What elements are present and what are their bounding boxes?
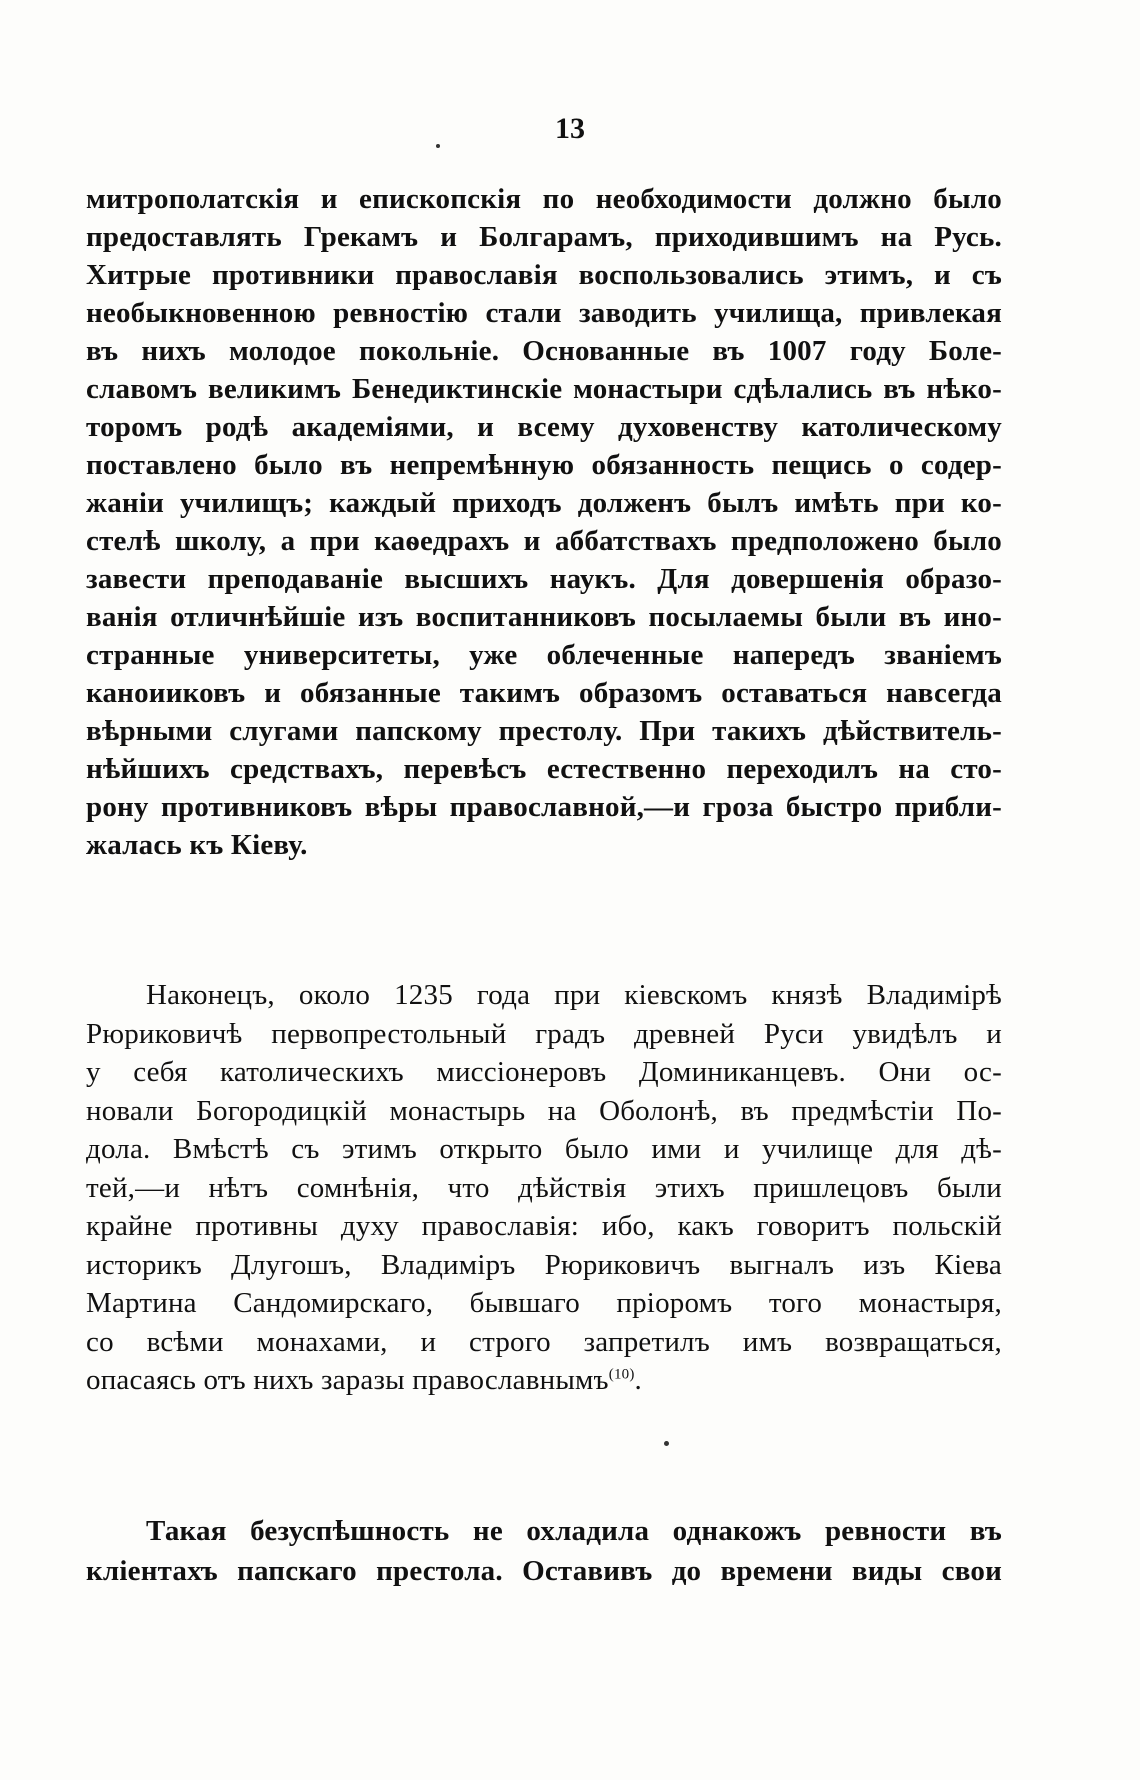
text-line: завести преподаваніе высшихъ наукъ. Для довершенія образо- bbox=[86, 563, 1002, 595]
text-line: историкъ Длугошъ, Владиміръ Рюриковичъ выгналъ изъ Кіева bbox=[86, 1248, 1002, 1281]
print-speck bbox=[664, 1441, 669, 1446]
text-line: Рюриковичѣ первопрестольный градъ древней Руси увидѣлъ и bbox=[86, 1017, 1002, 1050]
text-line: жаніи училищъ; каждый приходъ долженъ былъ имѣть при ко- bbox=[86, 487, 1002, 519]
page-number: 13 bbox=[555, 112, 585, 145]
text-line-first: Наконецъ, около 1235 года при кіевскомъ князѣ Владимірѣ bbox=[146, 979, 1002, 1011]
text-line: каноииковъ и обязанные такимъ образомъ оставаться навсегда bbox=[86, 677, 1002, 709]
text-line: стелѣ школу, а при каѳедрахъ и аббатствахъ предположено было bbox=[86, 525, 1002, 557]
text-line: славомъ великимъ Бенедиктинскіе монастыри сдѣлались въ нѣко- bbox=[86, 373, 1002, 405]
text-line: Хитрые противники православія воспользовались этимъ, и съ bbox=[86, 259, 1002, 291]
text-line: со всѣми монахами, и строго запретилъ имъ возвращаться, bbox=[86, 1325, 1002, 1358]
text-line: рону противниковъ вѣры православной,—и гроза быстро прибли- bbox=[86, 791, 1002, 823]
text-line: кліентахъ папскаго престола. Оставивъ до времени виды свои bbox=[86, 1555, 1002, 1587]
text-line: тей,—и нѣтъ сомнѣнія, что дѣйствія этихъ пришлецовъ были bbox=[86, 1171, 1002, 1204]
text-line: ванія отличнѣйшіе изъ воспитанниковъ посылаемы были въ ино- bbox=[86, 601, 1002, 633]
text-line: необыкновенною ревностію стали заводить училища, привлекая bbox=[86, 297, 1002, 329]
text-line: новали Богородицкій монастырь на Оболонѣ, въ предмѣстіи По- bbox=[86, 1094, 1002, 1127]
text-line-last: жалась къ Кіеву. bbox=[86, 829, 308, 861]
paragraph-2 bbox=[86, 976, 1002, 1400]
text-line: у себя католическихъ миссіонеровъ Доминиканцевъ. Они ос- bbox=[86, 1056, 1002, 1088]
text-line: предоставлять Грекамъ и Болгарамъ, приходившимъ на Русь. bbox=[86, 221, 1002, 253]
text-line: крайне противны духу православія: ибо, какъ говоритъ польскій bbox=[86, 1210, 1002, 1242]
text-line-last bbox=[86, 1361, 1002, 1400]
paragraph-1 bbox=[86, 180, 1002, 864]
text-line: Мартина Сандомирскаго, бывшаго пріоромъ того монастыря, bbox=[86, 1287, 1002, 1319]
text-line: въ нихъ молодое покольніе. Основанные въ 1007 году Боле- bbox=[86, 335, 1002, 367]
paragraph-3 bbox=[86, 1511, 1002, 1591]
text-line: вѣрными слугами папскому престолу. При такихъ дѣйствитель- bbox=[86, 715, 1002, 747]
text-line: митрополатскія и епископскія по необходимости должно было bbox=[86, 183, 1002, 215]
last-line-end: . bbox=[634, 1364, 642, 1396]
print-speck bbox=[436, 144, 440, 148]
text-line: торомъ родѣ академіями, и всему духовенству католическому bbox=[86, 411, 1002, 443]
last-line-text: опасаясь отъ нихъ заразы православнымъ bbox=[86, 1364, 609, 1396]
text-line: странные университеты, уже облеченные напередъ званіемъ bbox=[86, 639, 1002, 671]
text-line: нѣйшихъ средствахъ, перевѣсъ естественно переходилъ на сто- bbox=[86, 753, 1002, 785]
footnote-reference[interactable]: (10) bbox=[608, 1366, 635, 1383]
text-line: дола. Вмѣстѣ съ этимъ открыто было ими и училище для дѣ- bbox=[86, 1133, 1002, 1165]
text-line: поставлено было въ непремѣнную обязанность пещись о содер- bbox=[86, 449, 1002, 481]
text-line-first: Такая безуспѣшность не охладила однакожъ ревности въ bbox=[146, 1515, 1002, 1547]
